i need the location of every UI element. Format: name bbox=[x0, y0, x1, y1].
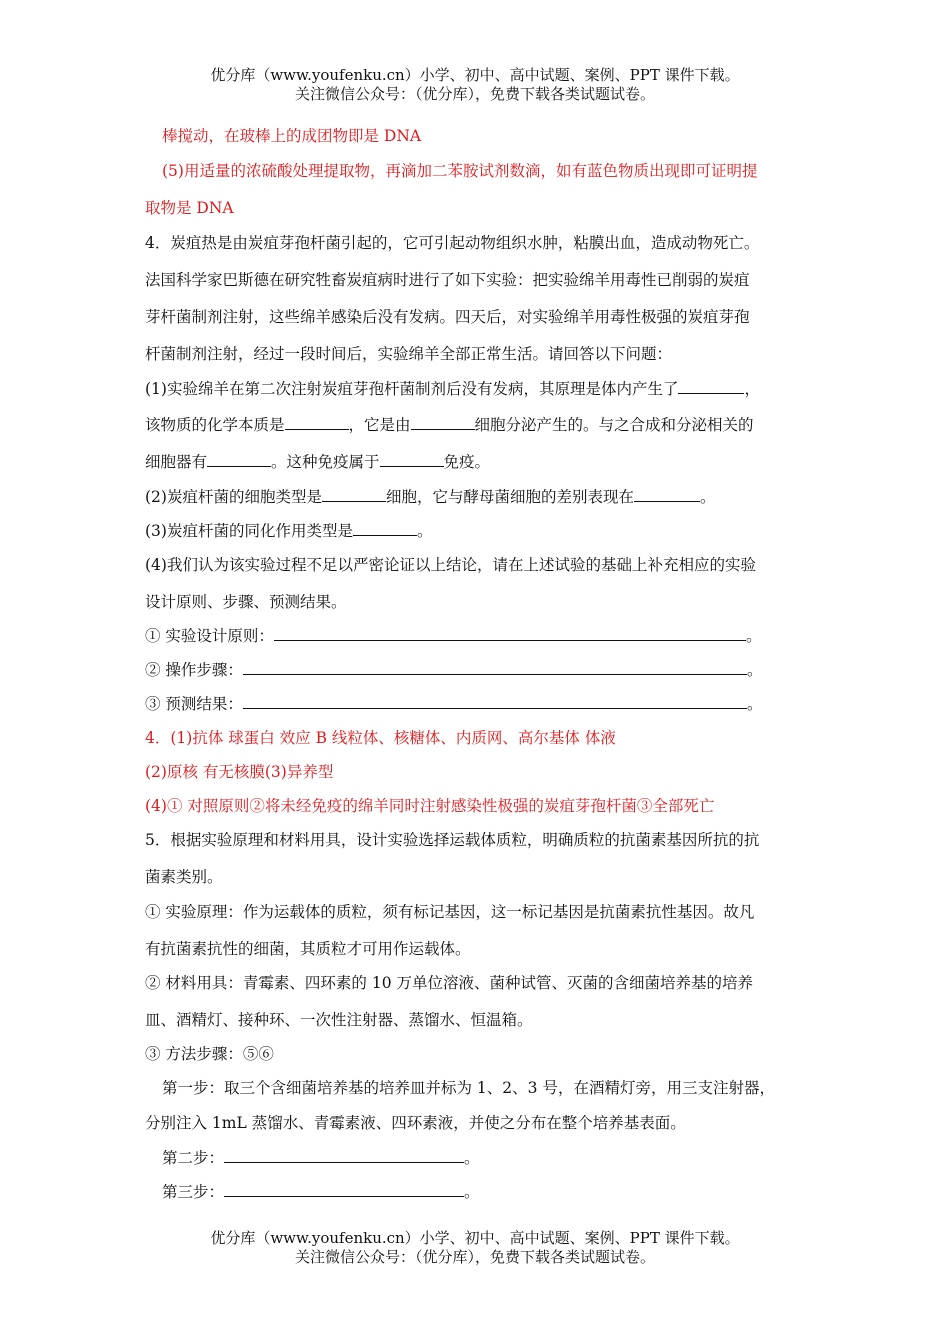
answer-blank[interactable] bbox=[224, 1148, 464, 1163]
q4-prediction bbox=[145, 694, 762, 714]
q4-sub4-cont: 设计原则、步骤、预测结果。 bbox=[145, 593, 347, 611]
q4-sub4: (4)我们认为该实验过程不足以严密论证以上结论，请在上述试验的基础上补充相应的实验 bbox=[145, 556, 756, 574]
q4-sub1-end: ， bbox=[744, 380, 760, 398]
q5-text: ③ 方法步骤：⑤⑥ bbox=[145, 1045, 274, 1063]
q4-procedure bbox=[145, 660, 762, 680]
q4-text: 细胞分泌产生的。与之合成和分泌相关的 bbox=[474, 416, 754, 434]
q4-text: 法国科学家巴斯德在研究牲畜炭疽病时进行了如下实验：把实验绵羊用毒性已削弱的炭疽 bbox=[145, 271, 750, 289]
answer-blank[interactable] bbox=[207, 452, 271, 467]
header-line-1: 优分库（www.youfenku.cn）小学、初中、高中试题、案例、PPT 课件下载。 bbox=[210, 66, 740, 84]
answer-blank[interactable] bbox=[224, 1182, 464, 1197]
q4-sub1-text: (1)实验绵羊在第二次注射炭疽芽孢杆菌制剂后没有发病，其原理是体内产生了 bbox=[145, 380, 679, 398]
q4-sub2 bbox=[145, 487, 716, 507]
answer-line: 棒搅动，在玻棒上的成团物即是 DNA bbox=[162, 127, 422, 145]
q5-text: ① 实验原理：作为运载体的质粒，须有标记基因，这一标记基因是抗菌素抗性基因。故凡 bbox=[145, 903, 755, 921]
q4-text: 芽杆菌制剂注射，这些绵羊感染后没有发病。四天后，对实验绵羊用毒性极强的炭疽芽孢 bbox=[145, 308, 750, 326]
q4-text: 。 bbox=[745, 627, 762, 645]
q5-text: 5．根据实验原理和材料用具，设计实验选择运载体质粒，明确质粒的抗菌素基因所抗的抗 bbox=[145, 831, 760, 849]
q4-sub1-cont bbox=[145, 452, 490, 472]
q4-text: ① 实验设计原则： bbox=[145, 627, 274, 645]
answer-line: 取物是 DNA bbox=[145, 199, 234, 217]
q4-text: ，它是由 bbox=[348, 416, 411, 434]
q4-text: 免疫。 bbox=[443, 453, 491, 471]
q4-text: 。 bbox=[746, 695, 763, 713]
q5-text: 皿、酒精灯、接种环、一次性注射器、蒸馏水、恒温箱。 bbox=[145, 1011, 533, 1029]
q5-text: 。 bbox=[464, 1183, 480, 1201]
q4-text: 4．炭疽热是由炭疽芽孢杆菌引起的，它可引起动物组织水肿，粘膜出血，造成动物死亡。 bbox=[145, 234, 760, 252]
q5-step2 bbox=[162, 1148, 480, 1168]
header-line-2: 关注微信公众号：（优分库），免费下载各类试题试卷。 bbox=[294, 85, 655, 103]
q4-text: ② 操作步骤： bbox=[145, 661, 243, 679]
q5-text: 。 bbox=[464, 1149, 480, 1167]
q4-text: 细胞，它与酵母菌细胞的差别表现在 bbox=[385, 488, 634, 506]
answer-blank[interactable] bbox=[285, 415, 349, 430]
answer-blank[interactable] bbox=[411, 415, 475, 430]
q4-answer: (2)原核 有无核膜(3)异养型 bbox=[145, 763, 334, 781]
page-header bbox=[0, 66, 950, 104]
q4-sub1 bbox=[145, 379, 760, 399]
q4-text: 该物质的化学本质是 bbox=[145, 416, 285, 434]
footer-line-2: 关注微信公众号：（优分库），免费下载各类试题试卷。 bbox=[294, 1248, 655, 1266]
q5-text: ② 材料用具：青霉素、四环素的 10 万单位溶液、菌种试管、灭菌的含细菌培养基的培养 bbox=[145, 974, 754, 992]
answer-line: (5)用适量的浓硫酸处理提取物，再滴加二苯胺试剂数滴，如有蓝色物质出现即可证明提 bbox=[162, 162, 758, 180]
q4-text: ③ 预测结果： bbox=[145, 695, 243, 713]
q5-text: 菌素类别。 bbox=[145, 868, 223, 886]
answer-blank[interactable] bbox=[634, 487, 700, 502]
q5-text: 第三步： bbox=[162, 1183, 225, 1201]
answer-blank[interactable] bbox=[243, 694, 747, 709]
q5-text: 第二步： bbox=[162, 1149, 225, 1167]
q4-design-principle bbox=[145, 626, 761, 646]
answer-blank[interactable] bbox=[243, 660, 747, 675]
q5-step1: 第一步：取三个含细菌培养基的培养皿并标为 1、2、3 号，在酒精灯旁，用三支注射器， bbox=[162, 1079, 775, 1097]
q4-text: (3)炭疽杆菌的同化作用类型是 bbox=[145, 522, 353, 540]
q4-text: 。这种免疫属于 bbox=[271, 453, 380, 471]
answer-blank[interactable] bbox=[274, 626, 746, 641]
answer-blank[interactable] bbox=[322, 487, 386, 502]
q4-text: 细胞器有 bbox=[145, 453, 208, 471]
page-footer bbox=[0, 1229, 950, 1267]
answer-blank[interactable] bbox=[353, 521, 417, 536]
q5-text: 有抗菌素抗性的细菌，其质粒才可用作运载体。 bbox=[145, 940, 471, 958]
footer-line-1: 优分库（www.youfenku.cn）小学、初中、高中试题、案例、PPT 课件下载。 bbox=[210, 1229, 740, 1247]
q4-text: 杆菌制剂注射，经过一段时间后，实验绵羊全部正常生活。请回答以下问题： bbox=[145, 345, 673, 363]
q4-sub3 bbox=[145, 521, 432, 541]
q4-text: 。 bbox=[699, 488, 716, 506]
q4-text: 。 bbox=[416, 522, 433, 540]
q4-text: (2)炭疽杆菌的细胞类型是 bbox=[145, 488, 322, 506]
q5-step3 bbox=[162, 1182, 480, 1202]
q4-answer: (4)① 对照原则②将未经免疫的绵羊同时注射感染性极强的炭疽芽孢杆菌③全部死亡 bbox=[145, 797, 715, 815]
q4-answer: 4．(1)抗体 球蛋白 效应 B 线粒体、核糖体、内质网、高尔基体 体液 bbox=[145, 729, 616, 747]
q4-text: 。 bbox=[746, 661, 763, 679]
q4-sub1-cont bbox=[145, 415, 754, 435]
q5-step1-cont: 分别注入 1mL 蒸馏水、青霉素液、四环素液，并使之分布在整个培养基表面。 bbox=[145, 1114, 686, 1132]
answer-blank[interactable] bbox=[678, 379, 744, 394]
answer-blank[interactable] bbox=[380, 452, 444, 467]
